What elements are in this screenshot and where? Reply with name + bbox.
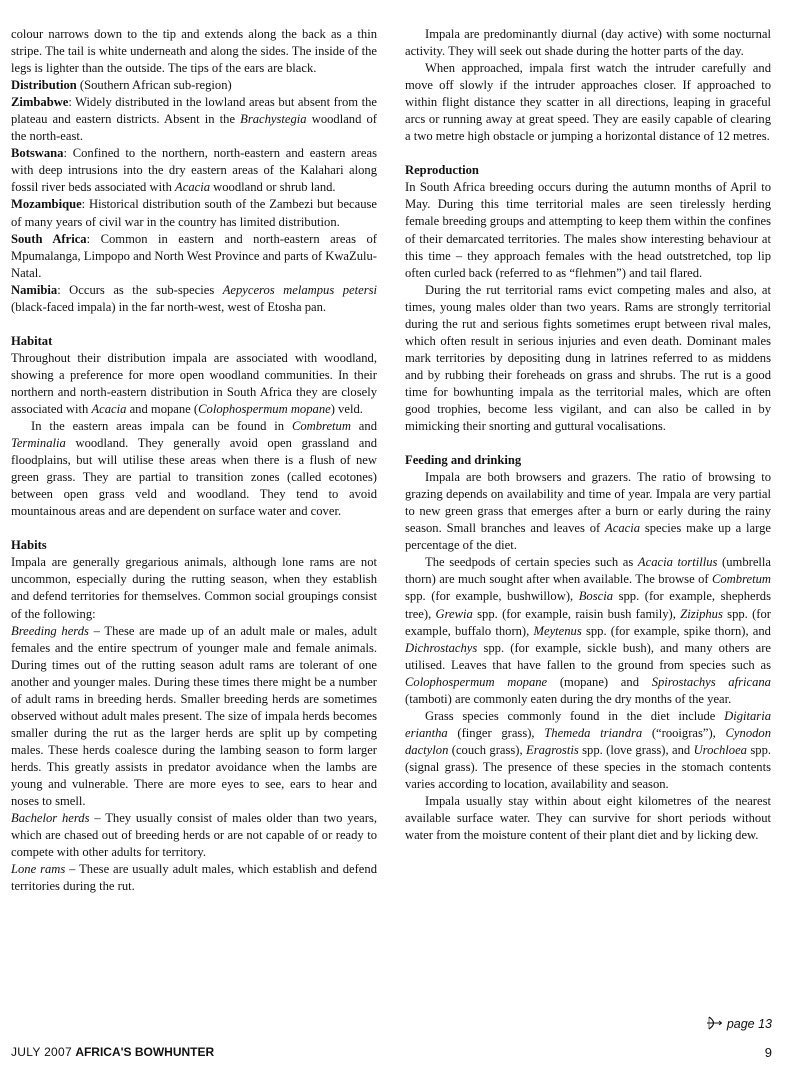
left-column — [11, 26, 377, 895]
zimbabwe-paragraph: Zimbabwe: Widely distributed in the lowland areas but absent from the plateau and eastern districts. Absent in the Brachystegia woodland of the north-east. — [11, 95, 377, 144]
reproduction-paragraph-2: During the rut territorial rams evict competing males and also, at times, young males older than two years. Rams are strongly territorial during the rut and serious fights sometimes erupt between rival males, which often result in serious injuries and even death. Dominant males mark territories by depositing dung in latrines referred to as middens and by rubbing their foreheads on grass and shrubs. The rut is a good time for bowhunting impala as the territorial males, which are often good trophies, become less vigilant, and can also be called in by mimicking their snorting and guttural vocalisations. — [405, 282, 771, 434]
right-column — [405, 26, 771, 844]
approach-paragraph: When approached, impala first watch the intruder carefully and move off slowly if the intruder approaches closer. If approached to within flight distance they scatter in all directions, leaping in graceful arcs or running away at great speed. They are easily capable of clearing a two metre high obstacle or jumping a horizontal distance of 12 metres. — [405, 61, 771, 144]
lone-rams-paragraph: Lone rams – These are usually adult males, which establish and defend territories during the rut. — [11, 862, 377, 894]
feeding-heading: Feeding and drinking — [405, 453, 522, 468]
feeding-paragraph-1: Impala are both browsers and grazers. The ratio of browsing to grazing depends on availability and time of year. Impala are very partial to new green grass that emerges after a burn or early during the rainy season. Small branches and leaves of Acacia species make up a large percentage of the diet. — [405, 470, 771, 553]
reproduction-heading: Reproduction — [405, 163, 479, 178]
diurnal-paragraph: Impala are predominantly diurnal (day active) with some nocturnal activity. They will seek out shade during the hotter parts of the day. — [405, 27, 771, 59]
habitat-paragraph-2: In the eastern areas impala can be found in Combretum and Terminalia woodland. They generally avoid open grassland and floodplains, but will utilise these areas when there is a flush of new green grass. They are partial to transition zones (called ecotones) between open grass veld and woodland. They tend to avoid mountainous areas and are dependent on surface water and cover. — [11, 419, 377, 519]
intro-paragraph: colour narrows down to the tip and extends along the back as a thin stripe. The tail is white underneath and along the sides. The inside of the legs is lighter than the outside. The tips of the ears are black. — [11, 27, 377, 76]
magazine-title: AFRICA'S BOWHUNTER — [75, 1045, 215, 1059]
archer-icon — [706, 1016, 722, 1030]
bachelor-herds-paragraph: Bachelor herds – They usually consist of males older than two years, which are chased out of breeding herds or are not capable of or ready to compete with other adults for territory. — [11, 811, 377, 860]
page-number: 9 — [764, 1045, 772, 1060]
feeding-paragraph-2: The seedpods of certain species such as Acacia tortillus (umbrella thorn) are much sought after when available. The browse of Combretum spp. (for example, bushwillow), Boscia spp. (for example, shepherds tree), Grewia spp. (for example, raisin bush family), Ziziphus spp. (for example, buffalo thorn), Meytenus spp. (for example, spike thorn), and Dichrostachys spp. (for example, sickle bush), and many others are utilised. Leaves that have fallen to the ground from species such as Colophospermum mopane (mopane) and Spirostachys africana (tamboti) are commonly eaten during the dry months of the year. — [405, 555, 771, 706]
issue-date: JULY 2007 — [11, 1045, 72, 1059]
habitat-paragraph-1: Throughout their distribution impala are associated with woodland, showing a preference for more open woodland communities. In their northern and north-eastern distribution in South Africa they are closely associated with Acacia and mopane (Colophospermum mopane) veld. — [11, 350, 377, 416]
breeding-herds-paragraph: Breeding herds – These are made up of an adult male or males, adult females and the entire spectrum of younger male and female animals. During times out of the rutting season adult rams are tolerant of one another and younger males. During these times there might be a number of adult rams in breeding herds. Smaller breeding herds are sometimes observed without adult males present. The size of impala herds becomes smaller during the rut as the larger herds are split up by competing males. These herds coalesce during the lambing season to form larger herds. This greatly assists in predator avoidance when the lambs are young and vulnerable. There are more eyes to see, ears to hear and noses to smell. — [11, 623, 377, 809]
continued-on-page[interactable] — [706, 1016, 772, 1031]
south-africa-paragraph: South Africa: Common in eastern and north-eastern areas of Mpumalanga, Limpopo and North West Province and parts of KwaZulu-Natal. — [11, 231, 377, 280]
habits-heading: Habits — [11, 538, 47, 553]
habitat-heading: Habitat — [11, 333, 53, 348]
mozambique-paragraph: Mozambique: Historical distribution south of the Zambezi but because of many years of civil war in the country has limited distribution. — [11, 197, 377, 229]
feeding-paragraph-3: Grass species commonly found in the diet include Digitaria eriantha (finger grass), Themeda triandra (“rooigras”), Cynodon dactylon (couch grass), Eragrostis spp. (love grass), and Urochloea spp. (signal grass). The presence of these species in the stomach contents varies according to location, availability and season. — [405, 708, 772, 791]
namibia-paragraph: Namibia: Occurs as the sub-species Aepyceros melampus petersi (black-faced impala) in the far north-west, west of Etosha pan. — [11, 282, 377, 314]
feeding-paragraph-4: Impala usually stay within about eight kilometres of the nearest available surface water. They can survive for short periods without water from the moisture content of their plant diet and by licking dew. — [405, 794, 771, 843]
page-footer — [11, 1045, 772, 1059]
distribution-heading: Distribution (Southern African sub-region) — [11, 78, 232, 93]
botswana-paragraph: Botswana: Confined to the northern, north-eastern and eastern areas with deep intrusions into the dry eastern areas of the Kalahari along fossil river beds associated with Acacia woodland or shrub land. — [11, 146, 377, 195]
habits-paragraph: Impala are generally gregarious animals, although lone rams are not uncommon, especially during the rutting season, when they establish and defend territories for themselves. Common social groupings consist of the following: — [11, 555, 377, 621]
continued-page-label: page 13 — [726, 1017, 772, 1031]
reproduction-paragraph-1: In South Africa breeding occurs during the autumn months of April to May. During this time territorial males are seen tirelessly herding female breeding groups and attempting to keep them within the confines of their demarcated territories. The males show interesting behaviour at this time – they approach females with the head outstretched, top lip often curled back (referred to as “flehmen”) and tail flared. — [405, 180, 771, 280]
